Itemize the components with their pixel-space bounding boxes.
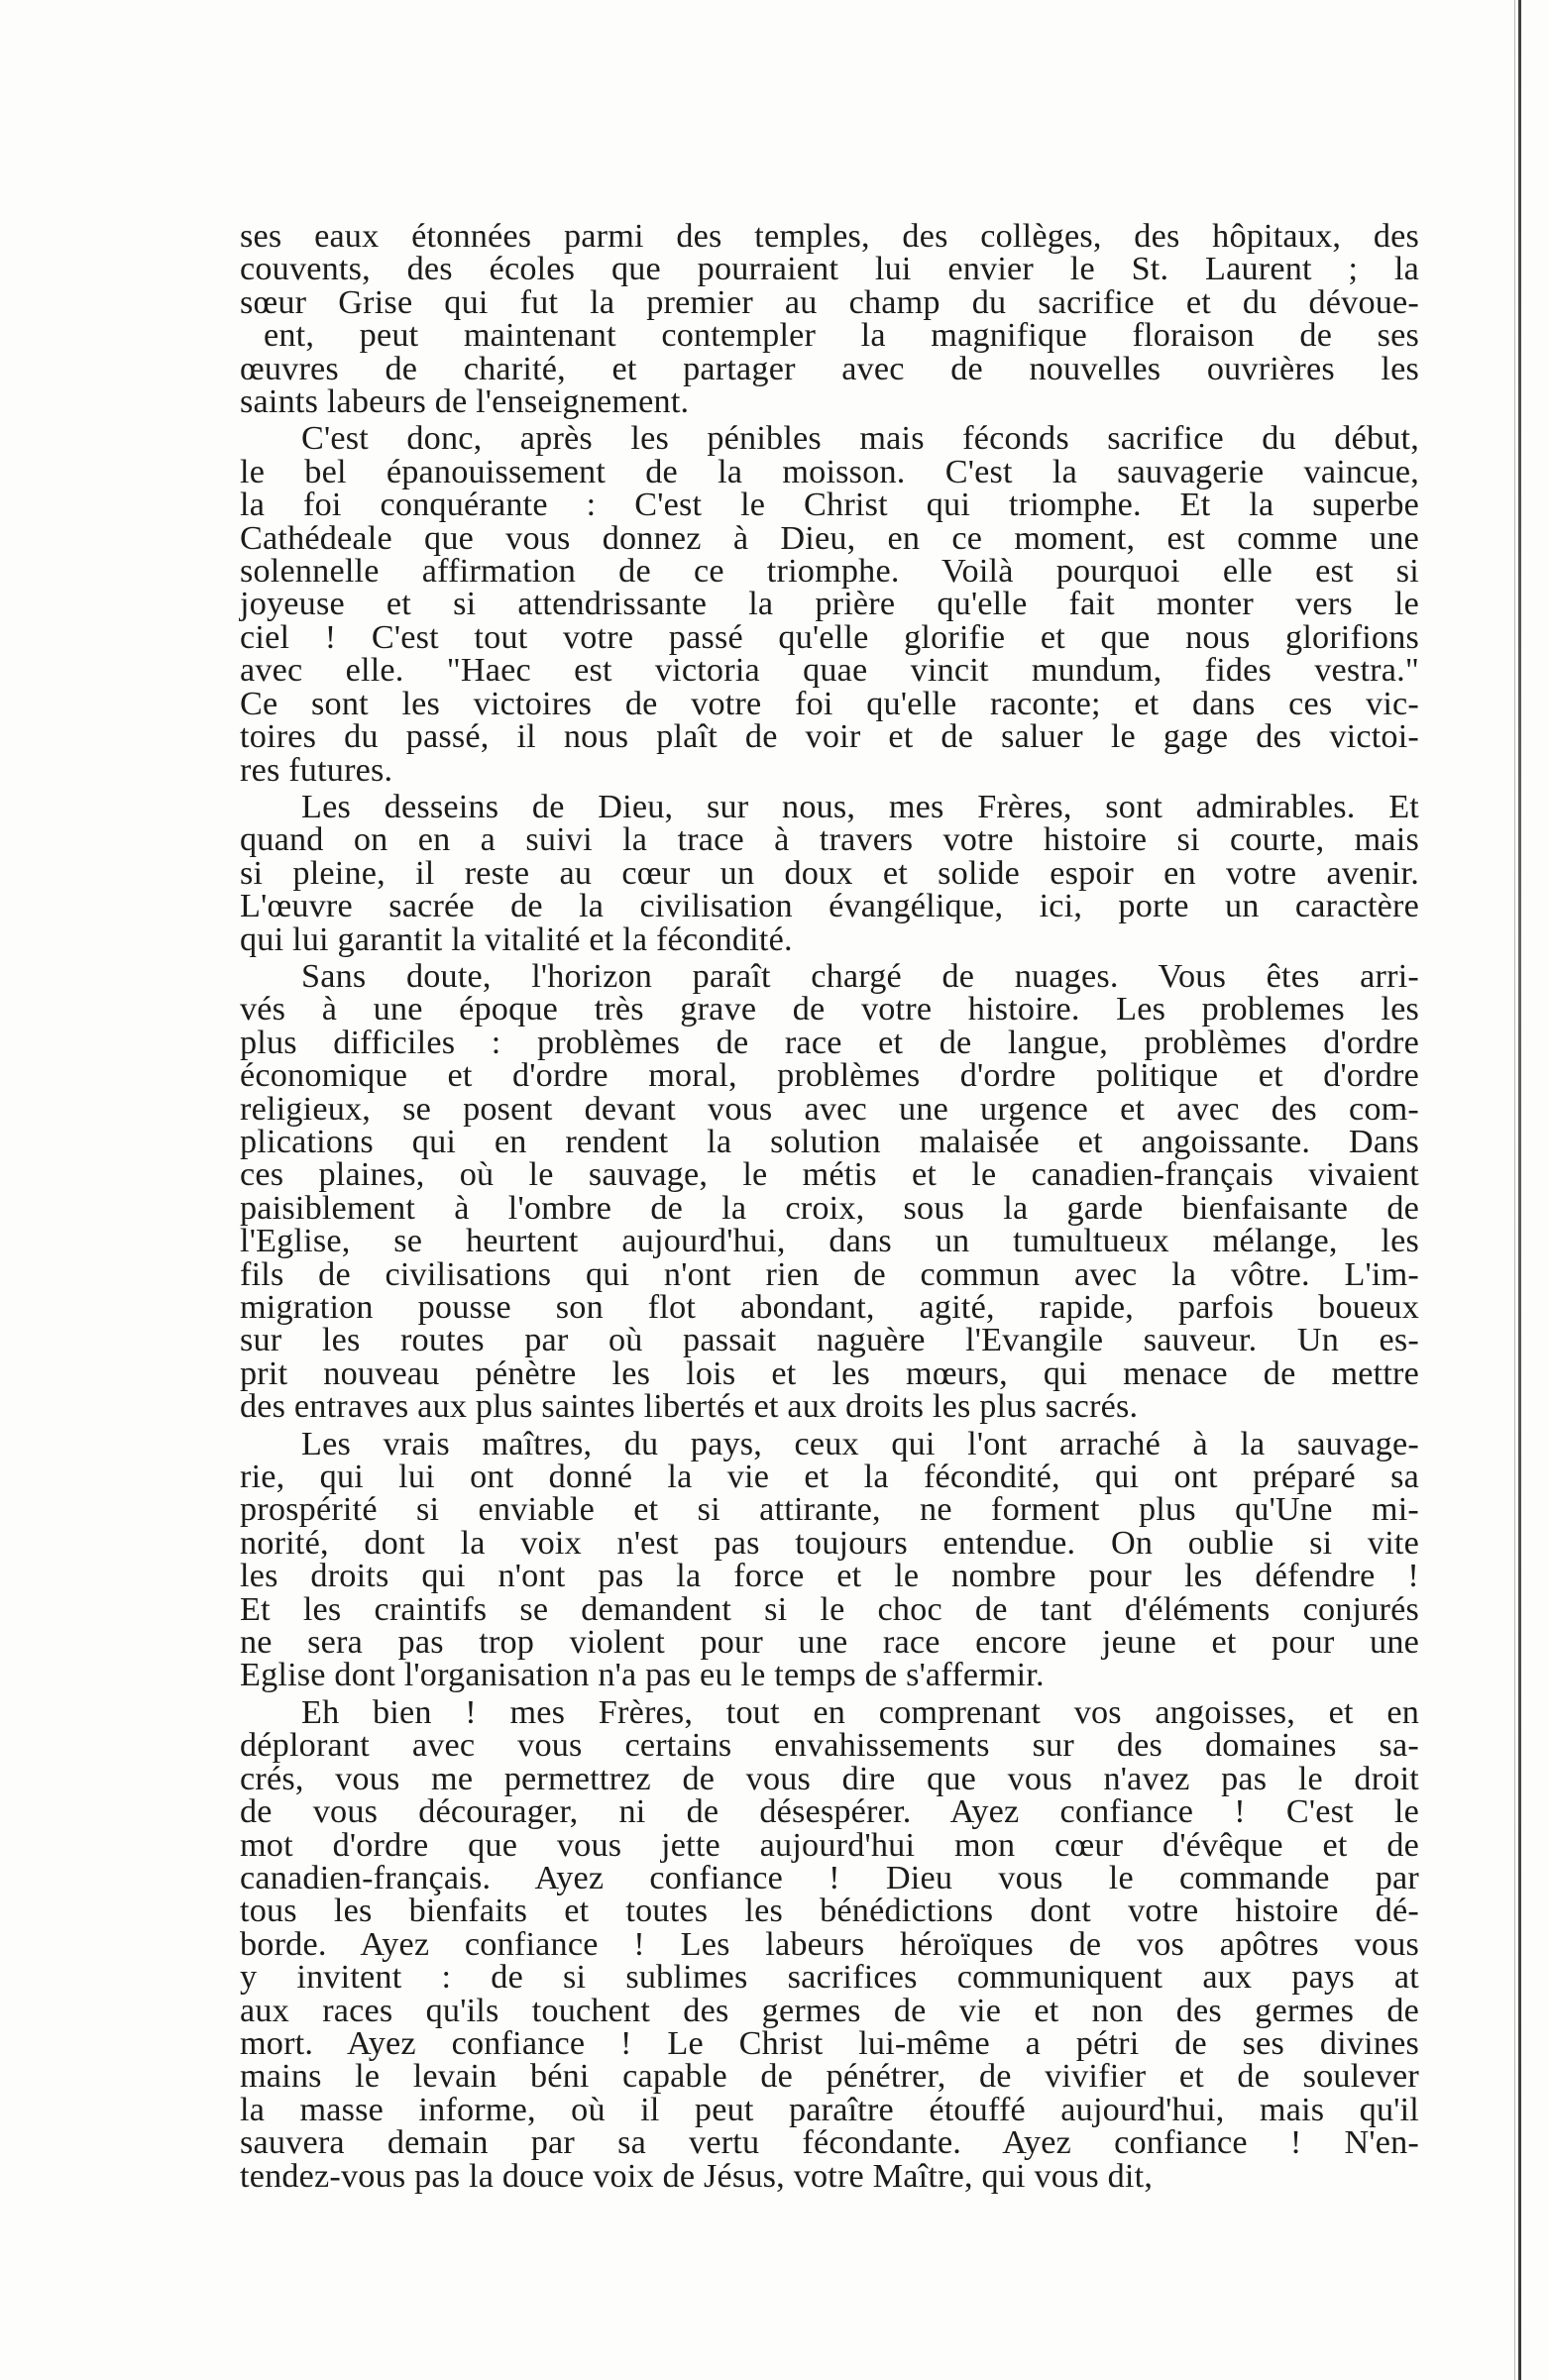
text-line: Les vrais maîtres, du pays, ceux qui l'ont arraché à la sauvage-: [301, 1425, 1419, 1462]
text-line: borde. Ayez confiance ! Les labeurs héroïques de vos apôtres vous: [240, 1925, 1419, 1963]
text-line: toires du passé, il nous plaît de voir et de saluer le gage des victoi-: [240, 718, 1419, 756]
text-line: si pleine, il reste au cœur un doux et solide espoir en votre avenir.: [240, 854, 1419, 892]
text-line: ses eaux étonnées parmi des temples, des collèges, des hôpitaux, des: [240, 218, 1419, 255]
text-line: couvents, des écoles que pourraient lui envier le St. Laurent ; la: [240, 251, 1419, 288]
paragraph: [240, 420, 1419, 789]
text-line: Les desseins de Dieu, sur nous, mes Frères, sont admirables. Et: [301, 788, 1419, 825]
text-line: plications qui en rendent la solution malaisée et angoissante. Dans: [240, 1123, 1419, 1160]
text-line: sur les routes par où passait naguère l'Evangile sauveur. Un es-: [240, 1322, 1419, 1359]
text-line: les droits qui n'ont pas la force et le nombre pour les défendre !: [240, 1558, 1419, 1595]
text-line: Et les craintifs se demandent si le choc de tant d'éléments conjurés: [240, 1590, 1419, 1628]
text-line: vés à une époque très grave de votre histoire. Les problemes les: [240, 991, 1419, 1028]
page-edge-line: [1514, 0, 1515, 2380]
page-edge-shadow: [1518, 0, 1521, 2380]
text-line: la masse informe, où il peut paraître étouffé aujourd'hui, mais qu'il: [240, 2091, 1419, 2128]
paragraph: [240, 218, 1419, 421]
text-line: Eglise dont l'organisation n'a pas eu le temps de s'affermir.: [240, 1657, 1045, 1694]
text-line: œuvres de charité, et partager avec de nouvelles ouvrières les: [240, 350, 1419, 387]
text-line: crés, vous me permettrez de vous dire que vous n'avez pas le droit: [240, 1760, 1419, 1797]
text-line: canadien-français. Ayez confiance ! Dieu vous le commande par: [240, 1859, 1419, 1896]
text-line: Ce sont les victoires de votre foi qu'elle raconte; et dans ces vic-: [240, 685, 1419, 722]
text-line: déplorant avec vous certains envahissements sur des domaines sa-: [240, 1727, 1419, 1765]
text-line: sauvera demain par sa vertu fécondante. Ayez confiance ! N'en-: [240, 2124, 1419, 2162]
text-line: économique et d'ordre moral, problèmes d'ordre politique et d'ordre: [240, 1057, 1419, 1095]
text-line: quand on en a suivi la trace à travers votre histoire si courte, mais: [240, 821, 1419, 859]
text-line: religieux, se posent devant vous avec une urgence et avec des com-: [240, 1090, 1419, 1128]
text-line: res futures.: [240, 751, 393, 789]
text-line: solennelle affirmation de ce triomphe. Voilà pourquoi elle est si: [240, 553, 1419, 591]
text-line: le bel épanouissement de la moisson. C'est la sauvagerie vaincue,: [240, 453, 1419, 490]
text-line: norité, dont la voix n'est pas toujours entendue. On oublie si vite: [240, 1524, 1419, 1562]
paragraph: [240, 957, 1419, 1426]
text-line: ces plaines, où le sauvage, le métis et le canadien-français vivaient: [240, 1156, 1419, 1194]
text-line: l'Eglise, se heurtent aujourd'hui, dans un tumultueux mélange, les: [240, 1223, 1419, 1260]
text-line: aux races qu'ils touchent des germes de vie et non des germes de: [240, 1992, 1419, 2029]
text-line: Sans doute, l'horizon paraît chargé de nuages. Vous êtes arri-: [301, 957, 1419, 995]
text-line: paisiblement à l'ombre de la croix, sous la garde bienfaisante de: [240, 1189, 1419, 1227]
text-line: mains le levain béni capable de pénétrer, de vivifier et de soulever: [240, 2058, 1419, 2096]
text-line: qui lui garantit la vitalité et la fécondité.: [240, 920, 793, 958]
text-line: prospérité si enviable et si attirante, ne forment plus qu'Une mi-: [240, 1491, 1419, 1529]
paragraph: [240, 788, 1419, 958]
text-line: rie, qui lui ont donné la vie et la fécondité, qui ont préparé sa: [240, 1459, 1419, 1496]
text-line: mot d'ordre que vous jette aujourd'hui mon cœur d'évêque et de: [240, 1826, 1419, 1864]
text-line: ne sera pas trop violent pour une race encore jeune et pour une: [240, 1624, 1419, 1662]
text-line: C'est donc, après les pénibles mais féconds sacrifice du début,: [301, 420, 1419, 458]
text-line: de vous décourager, ni de désespérer. Ayez confiance ! C'est le: [240, 1793, 1419, 1831]
text-line: tous les bienfaits et toutes les bénédictions dont votre histoire dé-: [240, 1893, 1419, 1930]
text-line: tendez-vous pas la douce voix de Jésus, votre Maître, qui vous dit,: [240, 2157, 1154, 2195]
body-text: [240, 220, 1419, 2193]
text-line: avec elle. "Haec est victoria quae vincit mundum, fides vestra.": [240, 652, 1419, 690]
text-line: mort. Ayez confiance ! Le Christ lui-même a pétri de ses divines: [240, 2024, 1419, 2062]
text-line: saints labeurs de l'enseignement.: [240, 383, 690, 421]
text-line: migration pousse son flot abondant, agité, rapide, parfois boueux: [240, 1289, 1419, 1326]
text-line: prit nouveau pénètre les lois et les mœurs, qui menace de mettre: [240, 1354, 1419, 1392]
text-line: Cathédeale que vous donnez à Dieu, en ce moment, est comme une: [240, 519, 1419, 557]
text-line: plus difficiles : problèmes de race et de langue, problèmes d'ordre: [240, 1024, 1419, 1061]
text-line: la foi conquérante : C'est le Christ qui triomphe. Et la superbe: [240, 487, 1419, 524]
text-line: L'œuvre sacrée de la civilisation évangélique, ici, porte un caractère: [240, 888, 1419, 925]
paragraph: [240, 1693, 1419, 2195]
paragraph: [240, 1425, 1419, 1694]
text-line: sœur Grise qui fut la premier au champ du sacrifice et du dévoue-: [240, 283, 1419, 321]
text-line: fils de civilisations qui n'ont rien de commun avec la vôtre. L'im-: [240, 1255, 1419, 1293]
text-line: y invitent : de si sublimes sacrifices communiquent aux pays at: [240, 1959, 1419, 1997]
text-line: des entraves aux plus saintes libertés et aux droits les plus sacrés.: [240, 1388, 1139, 1426]
text-line: ciel ! C'est tout votre passé qu'elle glorifie et que nous glorifions: [240, 618, 1419, 656]
text-line: ent, peut maintenant contempler la magnifique floraison de ses: [264, 317, 1419, 355]
text-line: joyeuse et si attendrissante la prière qu'elle fait monter vers le: [240, 586, 1419, 623]
text-line: Eh bien ! mes Frères, tout en comprenant vos angoisses, et en: [301, 1693, 1419, 1731]
